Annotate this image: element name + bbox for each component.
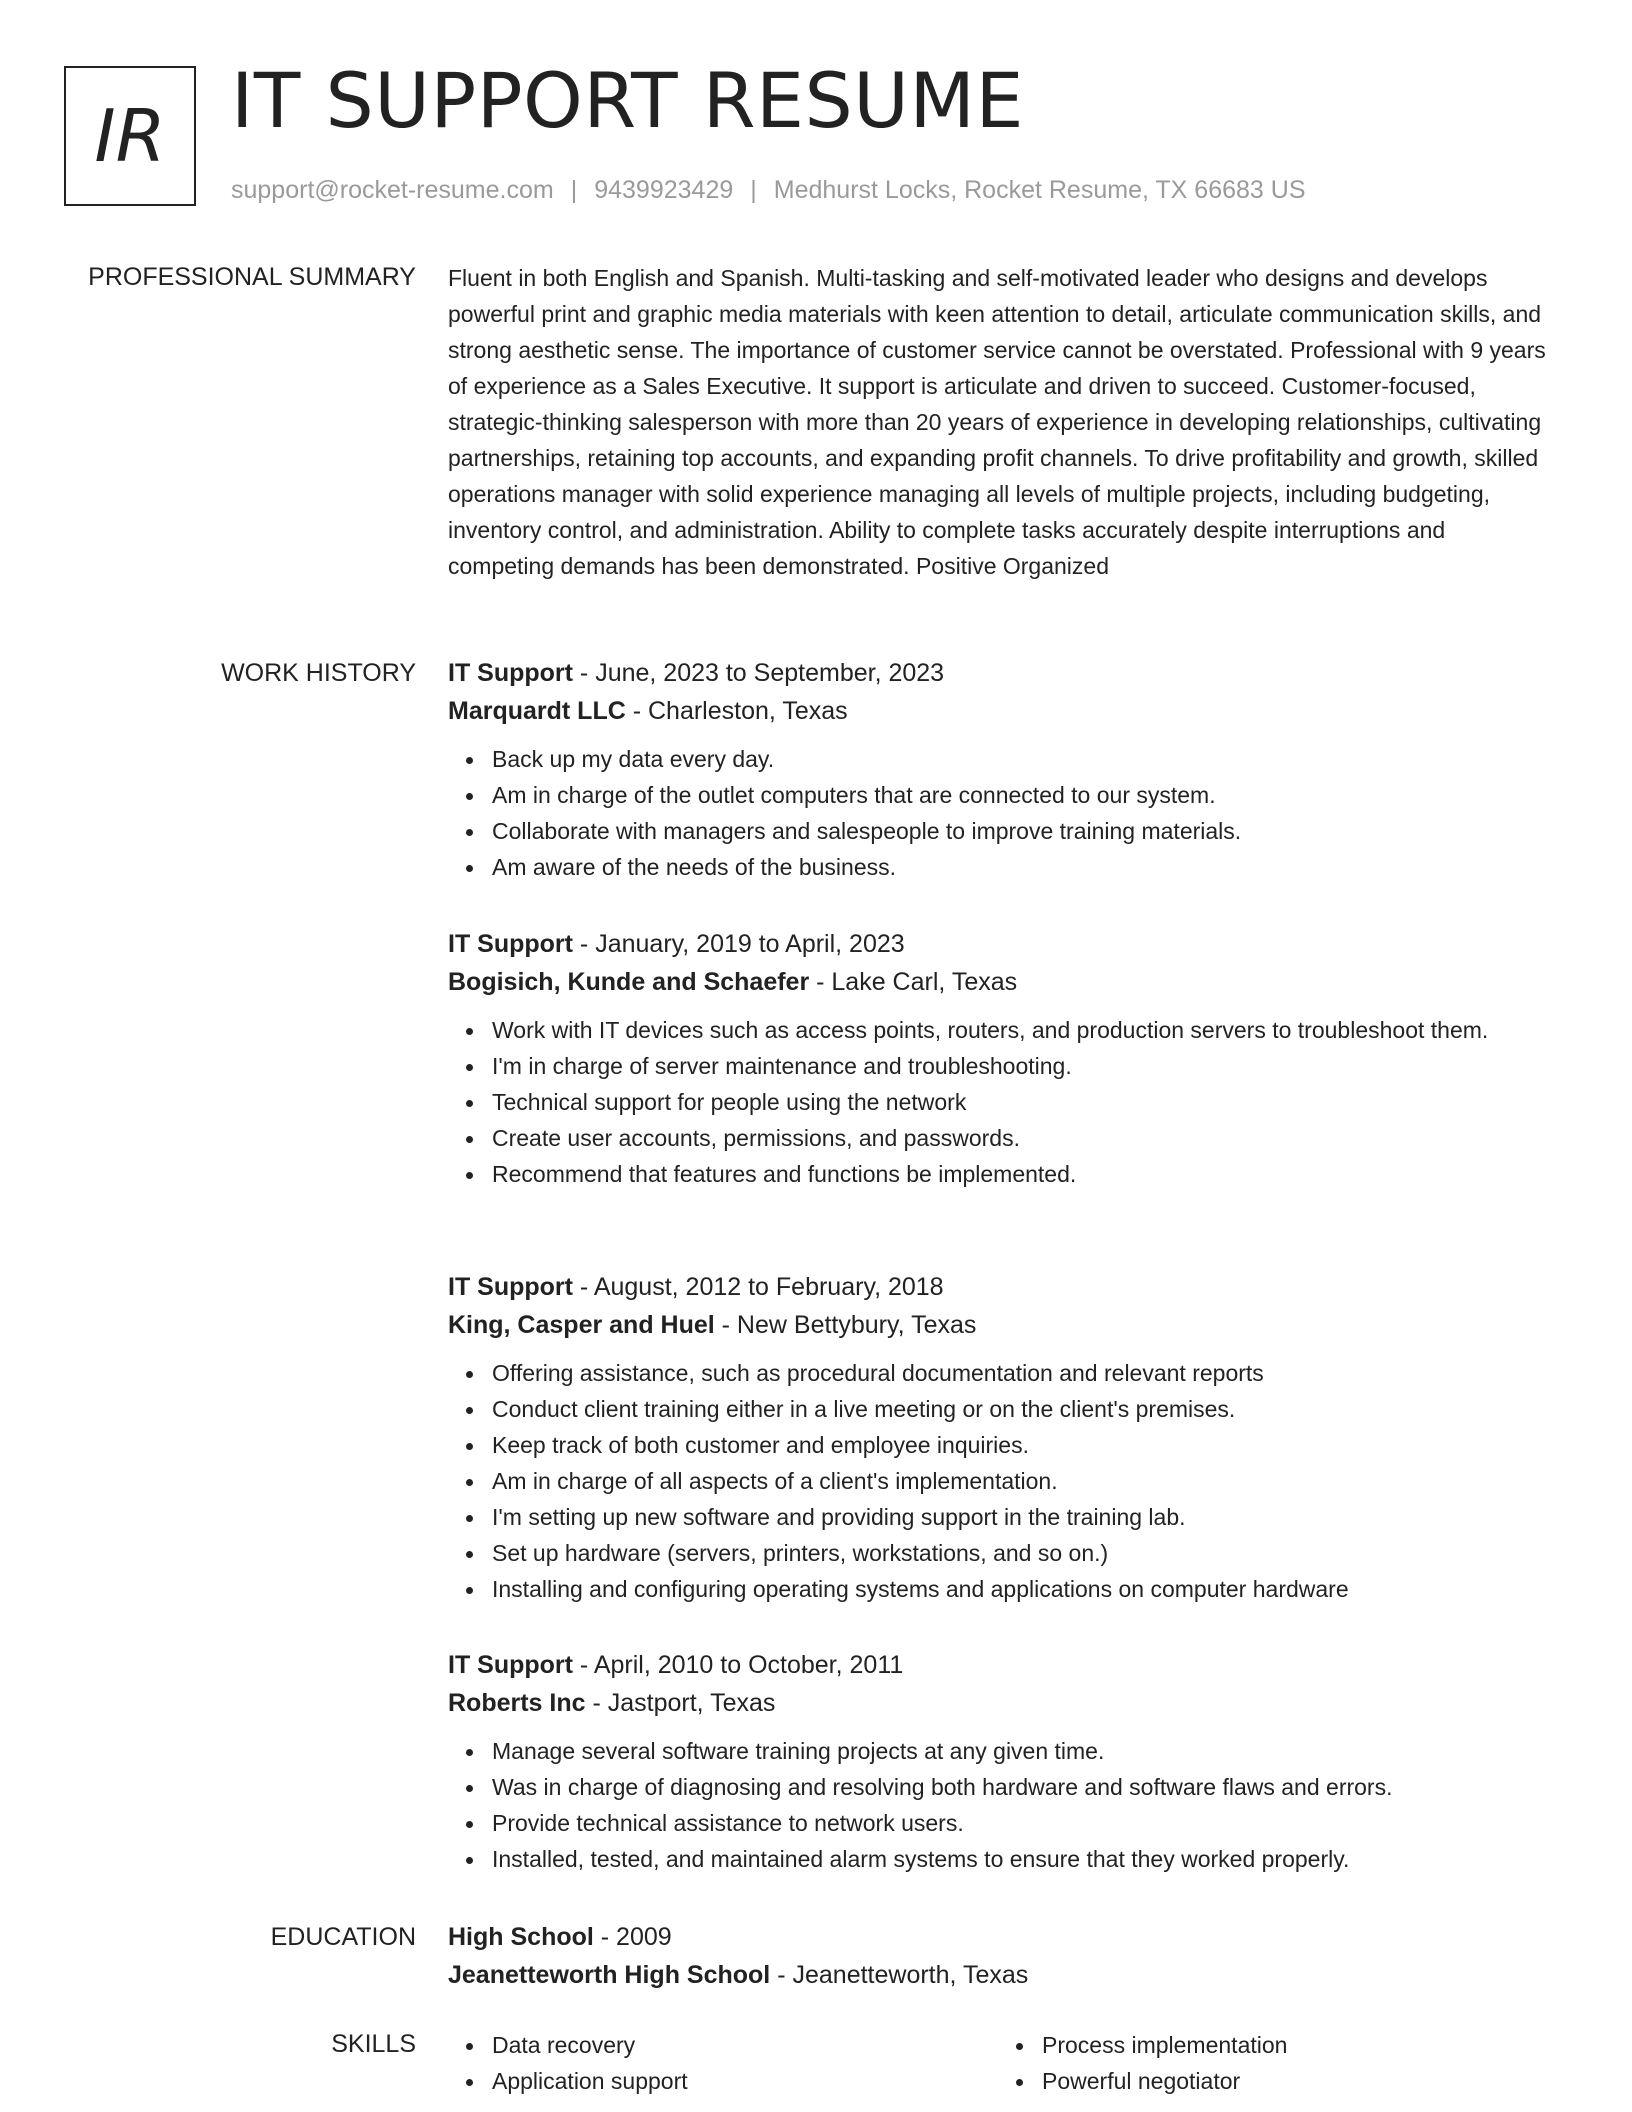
job-duties <box>448 1733 1548 1877</box>
job-title-line <box>448 1646 1548 1684</box>
education-school: Jeanetteworth High School <box>448 1961 771 1989</box>
job-title: IT Support <box>448 1273 573 1301</box>
job-location: - Jastport, Texas <box>585 1689 776 1717</box>
job-entry <box>448 1646 1548 1877</box>
job-company-line <box>448 1306 1548 1344</box>
contact-email[interactable]: support@rocket-resume.com <box>231 176 554 204</box>
contact-separator: | <box>570 176 578 204</box>
contact-address: Medhurst Locks, Rocket Resume, TX 66683 US <box>773 176 1306 204</box>
skills-columns <box>448 2027 1548 2099</box>
duty-item: Set up hardware (servers, printers, workstations, and so on.) <box>492 1535 1548 1571</box>
duty-item: Back up my data every day. <box>492 741 1548 777</box>
job-company-line <box>448 692 1548 730</box>
job-company-line <box>448 963 1548 1001</box>
duty-item: Am in charge of all aspects of a client's implementation. <box>492 1463 1548 1499</box>
job-dates: - June, 2023 to September, 2023 <box>572 659 945 687</box>
skills-list <box>998 2027 1548 2099</box>
job-duties <box>448 1355 1548 1607</box>
duty-item: Was in charge of diagnosing and resolving both hardware and software flaws and errors. <box>492 1769 1548 1805</box>
duty-item: I'm setting up new software and providing support in the training lab. <box>492 1499 1548 1535</box>
job-company-line <box>448 1684 1548 1722</box>
job-duties <box>448 1012 1548 1192</box>
job-duties <box>448 741 1548 885</box>
job-entry <box>448 1268 1548 1607</box>
summary-text: Fluent in both English and Spanish. Multi-tasking and self-motivated leader who designs and develops powerful print and graphic media materials with keen attention to detail, articulate communication skills, and strong aesthetic sense. The importance of customer service cannot be overstated. Professional with 9 years of experience as a Sales Executive. It support is articulate and driven to succeed. Customer-focused, strategic-thinking salesperson with more than 20 years of experience in developing relationships, cultivating partnerships, retaining top accounts, and expanding profit channels. To drive profitability and growth, skilled operations manager with solid experience managing all levels of multiple projects, including budgeting, inventory control, and administration. Ability to complete tasks accurately despite interruptions and competing demands has been demonstrated. Positive Organized <box>448 265 1546 579</box>
duty-item: Installing and configuring operating systems and applications on computer hardware <box>492 1571 1548 1607</box>
education-degree: High School <box>448 1923 594 1951</box>
job-company: Bogisich, Kunde and Schaefer <box>448 968 810 996</box>
job-title-line <box>448 1268 1548 1306</box>
duty-item: Work with IT devices such as access points, routers, and production servers to troubleshoot them. <box>492 1012 1548 1048</box>
duty-item: I'm in charge of server maintenance and troubleshooting. <box>492 1048 1548 1084</box>
job-entry <box>448 654 1548 885</box>
job-dates: - January, 2019 to April, 2023 <box>572 930 905 958</box>
skills-column-right <box>998 2027 1548 2099</box>
job-dates: - August, 2012 to February, 2018 <box>572 1273 944 1301</box>
section-label-skills: SKILLS <box>331 2030 416 2058</box>
resume-title: IT SUPPORT RESUME <box>231 56 1024 145</box>
duty-item: Collaborate with managers and salespeople to improve training materials. <box>492 813 1548 849</box>
duty-item: Am in charge of the outlet computers that are connected to our system. <box>492 777 1548 813</box>
job-location: - Charleston, Texas <box>625 697 848 725</box>
monogram-initials: IR <box>94 94 166 178</box>
job-title-line <box>448 654 1548 692</box>
duty-item: Offering assistance, such as procedural documentation and relevant reports <box>492 1355 1548 1391</box>
duty-item: Technical support for people using the network <box>492 1084 1548 1120</box>
job-entry <box>448 925 1548 1192</box>
education-school-line <box>448 1956 1548 1994</box>
duty-item: Installed, tested, and maintained alarm systems to ensure that they worked properly. <box>492 1841 1548 1877</box>
job-company: Marquardt LLC <box>448 697 626 725</box>
contact-separator: | <box>750 176 757 204</box>
skills-section <box>448 2027 1548 2099</box>
job-title: IT Support <box>448 1651 573 1679</box>
section-label-work-history: WORK HISTORY <box>221 659 416 687</box>
contact-phone[interactable]: 9439923429 <box>594 176 734 204</box>
duty-item: Am aware of the needs of the business. <box>492 849 1548 885</box>
education-entry <box>448 1918 1548 1994</box>
duty-item: Keep track of both customer and employee inquiries. <box>492 1427 1548 1463</box>
skill-item: Application support <box>492 2063 998 2099</box>
duty-item: Manage several software training projects at any given time. <box>492 1733 1548 1769</box>
duty-item: Recommend that features and functions be implemented. <box>492 1156 1548 1192</box>
section-label-summary: PROFESSIONAL SUMMARY <box>88 263 416 291</box>
education-degree-line <box>448 1918 1548 1956</box>
duty-item: Provide technical assistance to network users. <box>492 1805 1548 1841</box>
job-company: King, Casper and Huel <box>448 1311 715 1339</box>
duty-item: Conduct client training either in a live meeting or on the client's premises. <box>492 1391 1548 1427</box>
job-company: Roberts Inc <box>448 1689 586 1717</box>
monogram <box>64 66 196 206</box>
job-title: IT Support <box>448 659 573 687</box>
summary-section <box>448 260 1548 584</box>
duty-item: Create user accounts, permissions, and passwords. <box>492 1120 1548 1156</box>
education-year: - 2009 <box>593 1923 672 1951</box>
skills-column-left <box>448 2027 998 2099</box>
job-title: IT Support <box>448 930 573 958</box>
skills-list <box>448 2027 998 2099</box>
contact-line <box>231 174 1306 206</box>
job-location: - Lake Carl, Texas <box>809 968 1018 996</box>
education-location: - Jeanetteworth, Texas <box>770 1961 1029 1989</box>
skill-item: Data recovery <box>492 2027 998 2063</box>
job-location: - New Bettybury, Texas <box>714 1311 977 1339</box>
skill-item: Powerful negotiator <box>1042 2063 1548 2099</box>
section-label-education: EDUCATION <box>270 1923 416 1951</box>
skill-item: Process implementation <box>1042 2027 1548 2063</box>
job-title-line <box>448 925 1548 963</box>
job-dates: - April, 2010 to October, 2011 <box>572 1651 904 1679</box>
